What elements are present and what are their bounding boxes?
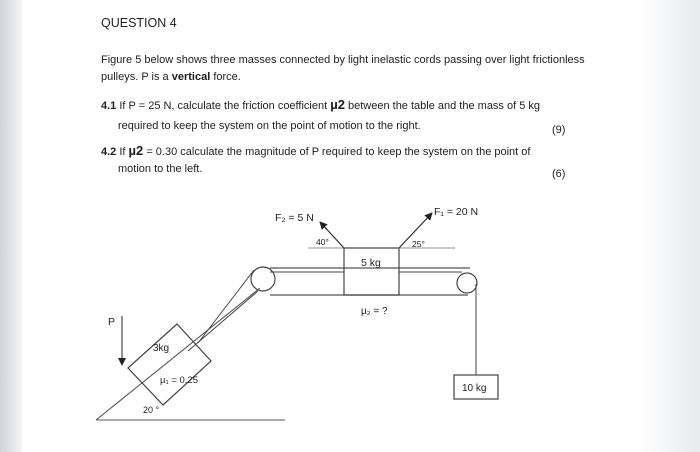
incline-surface — [96, 288, 260, 420]
f2-angle-label: 40° — [316, 237, 329, 247]
incline-cord-lower — [188, 291, 258, 351]
p-label: P — [108, 316, 116, 328]
intro-line-1: Figure 5 below shows three masses connected by light inelastic cords passing over light frictionless — [101, 54, 585, 66]
q41-number: 4.1 — [101, 100, 117, 112]
incline-cord-upper — [198, 270, 254, 343]
block-5kg — [344, 248, 399, 295]
incline-angle-label: 20 ° — [143, 405, 160, 415]
right-pulley — [457, 273, 477, 293]
q42-mu-symbol: µ2 — [128, 143, 144, 158]
intro-vertical-bold: vertical — [171, 71, 211, 83]
f1-label: F₁ = 20 N — [434, 206, 479, 218]
q42-number: 4.2 — [101, 146, 117, 158]
q41-mu-symbol: µ2 — [330, 97, 345, 112]
f2-label: F₂ = 5 N — [275, 212, 314, 224]
block-3kg — [128, 324, 211, 405]
q41-marks: (9) — [552, 124, 566, 136]
mass-10kg-label: 10 kg — [462, 383, 487, 394]
intro-text-a: pulleys. P is a — [101, 71, 172, 83]
question-heading: QUESTION 4 — [101, 16, 177, 30]
q41-line-2: required to keep the system on the point of motion to the right. — [118, 120, 421, 132]
q41-text-b: between the table and the mass of 5 kg — [344, 100, 541, 112]
mu2-label: µ₂ = ? — [361, 306, 388, 317]
q42-marks: (6) — [552, 168, 566, 180]
mass-3kg-label: 3kg — [153, 343, 170, 354]
mass-5kg-label: 5 kg — [361, 257, 381, 269]
left-pulley — [251, 267, 275, 291]
intro-text-c: force. — [210, 71, 241, 83]
f1-angle-label: 25° — [412, 239, 425, 249]
q41-text-a: If P = 25 N, calculate the friction coefficient — [116, 100, 331, 112]
mu1-label: µ₁ = 0.25 — [160, 375, 198, 386]
q42-text-b: = 0.30 calculate the magnitude of P required to keep the system on the point of — [143, 146, 531, 158]
q42-line-2: motion to the left. — [118, 163, 203, 175]
q42-text-a: If — [116, 146, 129, 158]
